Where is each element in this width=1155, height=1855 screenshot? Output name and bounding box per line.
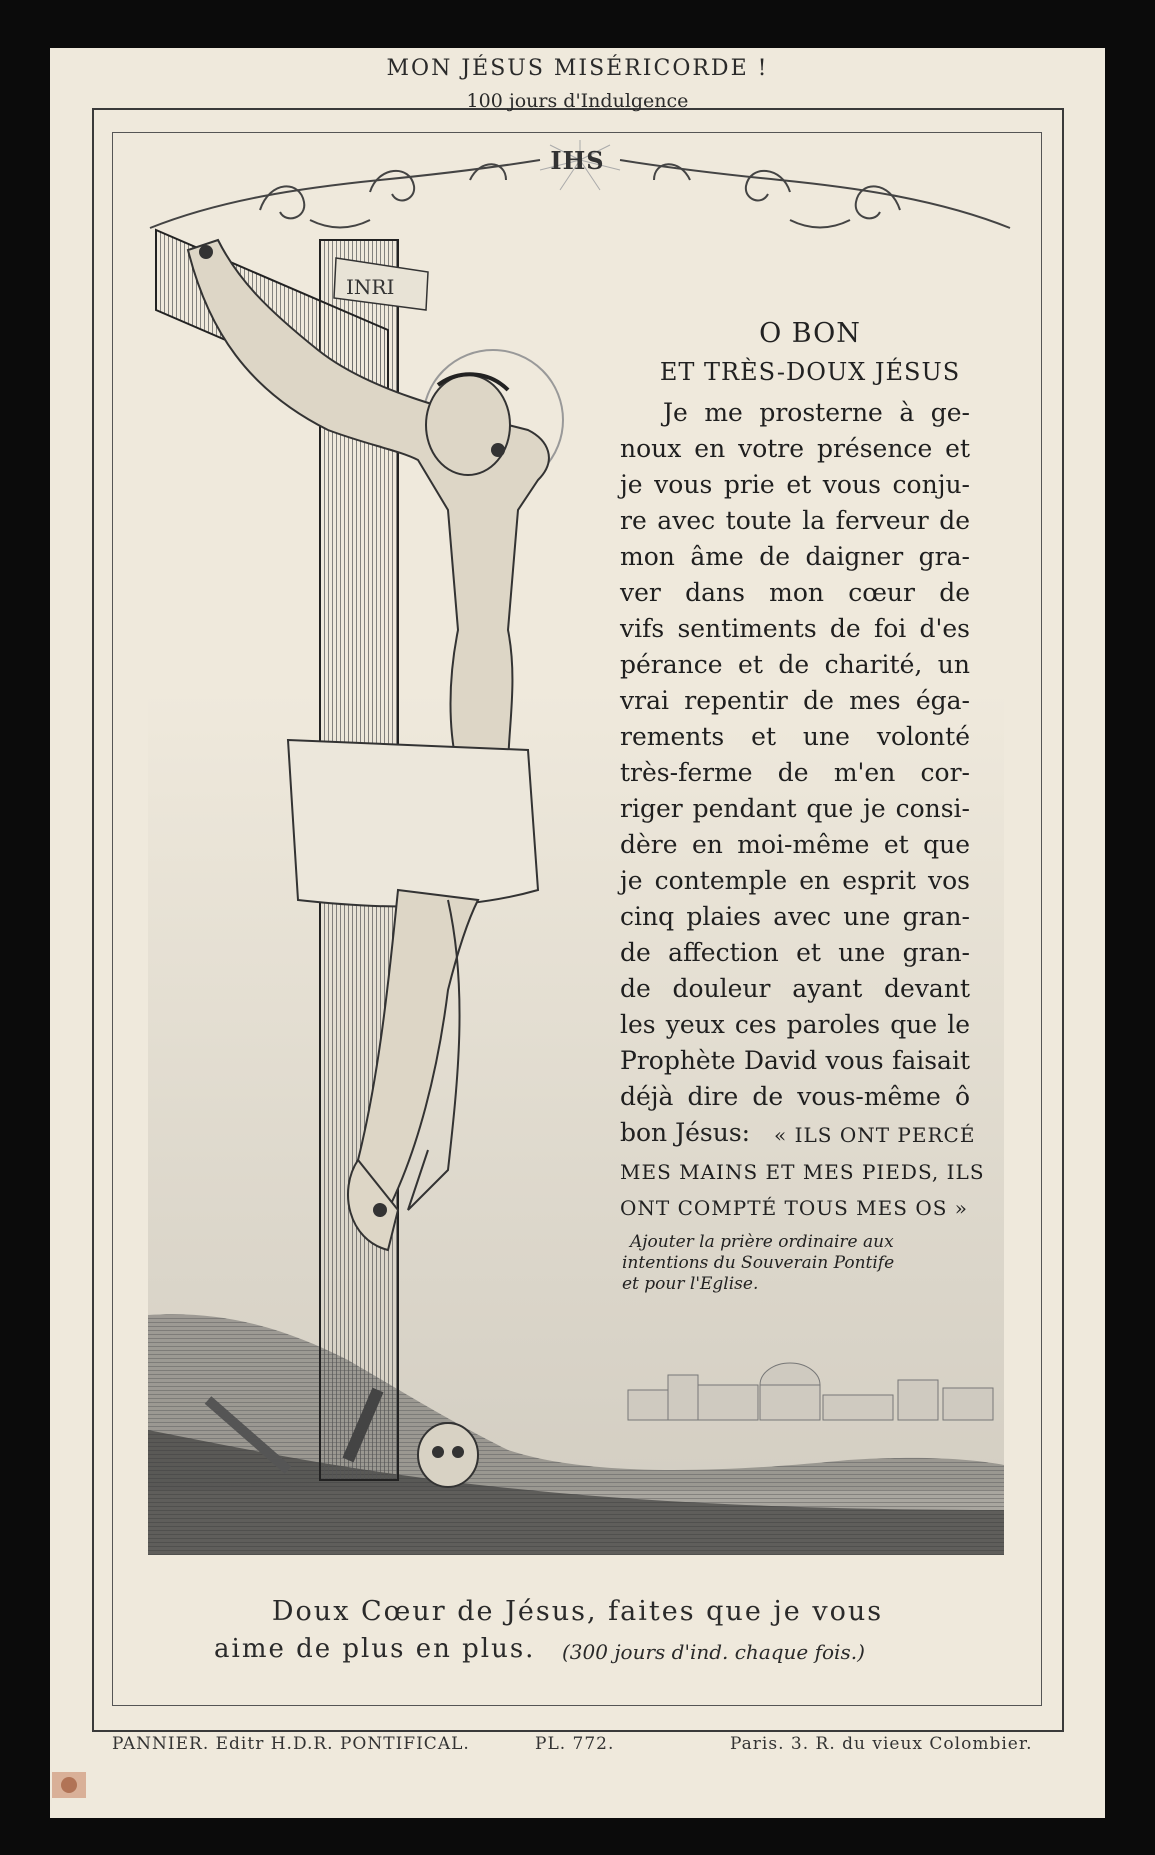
aspiration-line2: aime de plus en plus. [214,1634,536,1664]
plate-number: PL. 772. [535,1734,615,1754]
prayer-line: de affection et une gran- [620,938,970,967]
prayer-line: je vous prie et vous conju- [620,470,970,499]
publisher-address: Paris. 3. R. du vieux Colombier. [730,1734,1033,1754]
header-title: MON JÉSUS MISÉRICORDE ! [386,56,769,81]
psalm-quote-line: ONT COMPTÉ TOUS MES OS » [620,1196,969,1220]
publisher-imprint: PANNIER. Editr H.D.R. PONTIFICAL. [112,1734,470,1754]
prayer-line: Prophète David vous faisait [620,1046,970,1075]
psalm-quote-line: MES MAINS ET MES PIEDS, ILS [620,1160,985,1184]
prayer-line: je contemple en esprit vos [620,866,970,895]
prayer-line-final-start: bon Jésus: [620,1118,751,1147]
rubric-note-line: intentions du Souverain Pontife [622,1253,895,1273]
prayer-line: dère en moi-même et que [620,830,970,859]
rubric-note-line: Ajouter la prière ordinaire aux [630,1232,894,1252]
prayer-line: noux en votre présence et [620,434,970,463]
prayer-line: vrai repentir de mes éga- [620,686,970,715]
ihs-monogram: IHS [550,146,605,175]
aspiration-indulgence-note: (300 jours d'ind. chaque fois.) [562,1640,865,1664]
aspiration-line1: Doux Cœur de Jésus, faites que je vous [271,1596,884,1627]
prayer-line: cinq plaies avec une gran- [620,902,970,931]
psalm-quote-line: « ILS ONT PERCÉ [774,1123,976,1147]
prayer-line: très-ferme de m'en cor- [620,758,970,787]
prayer-line: ver dans mon cœur de [620,578,970,607]
prayer-title-line1: O BON [759,318,861,349]
prayer-line: pérance et de charité, un [620,650,970,679]
stamp-mark [48,1768,90,1802]
header-indulgence: 100 jours d'Indulgence [466,90,689,112]
prayer-line: vifs sentiments de foi d'es [620,614,970,643]
prayer-line: re avec toute la ferveur de [620,506,970,535]
prayer-title-line2: ET TRÈS-DOUX JÉSUS [659,358,961,386]
prayer-line: mon âme de daigner gra- [620,542,970,571]
titulus-text: INRI [346,275,395,299]
prayer-line: rements et une volonté [620,722,970,751]
prayer-line: de douleur ayant devant [620,974,970,1003]
prayer-line: déjà dire de vous-même ô [620,1082,970,1111]
prayer-line: Je me prosterne à ge- [663,398,970,427]
prayer-line: riger pendant que je consi- [620,794,970,823]
prayer-line: les yeux ces paroles que le [620,1010,970,1039]
rubric-note-line: et pour l'Eglise. [622,1274,759,1294]
